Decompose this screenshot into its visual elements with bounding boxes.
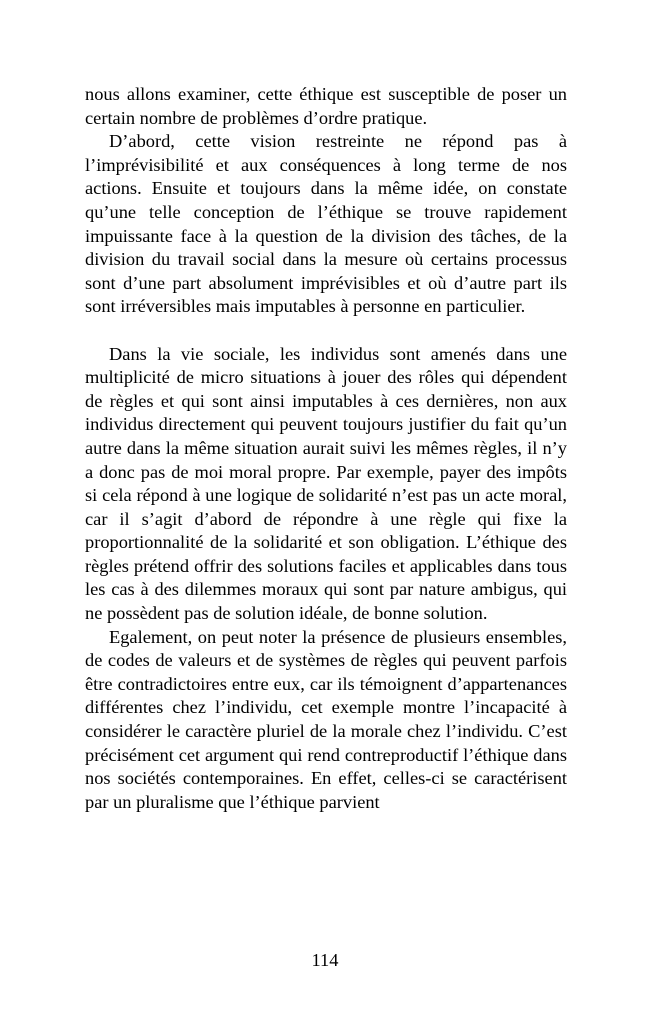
body-text <box>85 83 567 814</box>
paragraph-dabord: D’abord, cette vision restreinte ne répond pas à l’imprévisibilité et aux conséquences à long terme de nos actions. Ensuite et toujours dans la même idée, on constate qu’une telle conception de l’éthique se trouve rapidement impuissante face à la question de la division des tâches, de la division du travail social dans la mesure où certains processus sont d’une part absolument imprévisibles et où d’autre part ils sont irréversibles mais imputables à personne en particulier. <box>85 131 567 317</box>
paragraph-vie-sociale: Dans la vie sociale, les individus sont amenés dans une multiplicité de micro situations à jouer des rôles qui dépendent de règles et qui sont ainsi imputables à ces dernières, non aux individus directement qui peuvent toujours justifier du fait qu’un autre dans la même situation aurait suivi les mêmes règles, il n’y a donc pas de moi moral propre. Par exemple, payer des impôts si cela répond à une logique de solidarité n’est pas un acte moral, car il s’agit d’abord de répondre à une règle qui fixe la proportionnalité de la solidarité et son obligation. L’éthique des règles prétend offrir des solutions faciles et applicables dans tous les cas à des dilemmes moraux qui sont par nature ambigus, qui ne possèdent pas de solution idéale, de bonne solution. <box>85 343 567 624</box>
page-number: 114 <box>311 950 339 970</box>
paragraph-gap <box>85 319 567 343</box>
paragraph-continued: nous allons examiner, cette éthique est susceptible de poser un certain nombre de problèmes d’ordre pratique. <box>85 84 567 128</box>
paragraph-egalement: Egalement, on peut noter la présence de plusieurs ensembles, de codes de valeurs et de systèmes de règles qui peuvent parfois être contradictoires entre eux, car ils témoignent d’appartenances différentes chez l’individu, cet exemple montre l’incapacité à considérer le caractère pluriel de la morale chez l’individu. C’est précisément cet argument qui rend contreproductif l’éthique dans nos sociétés contemporaines. En effet, celles-ci se caractérisent par un pluralisme que l’éthique parvient <box>85 626 567 812</box>
